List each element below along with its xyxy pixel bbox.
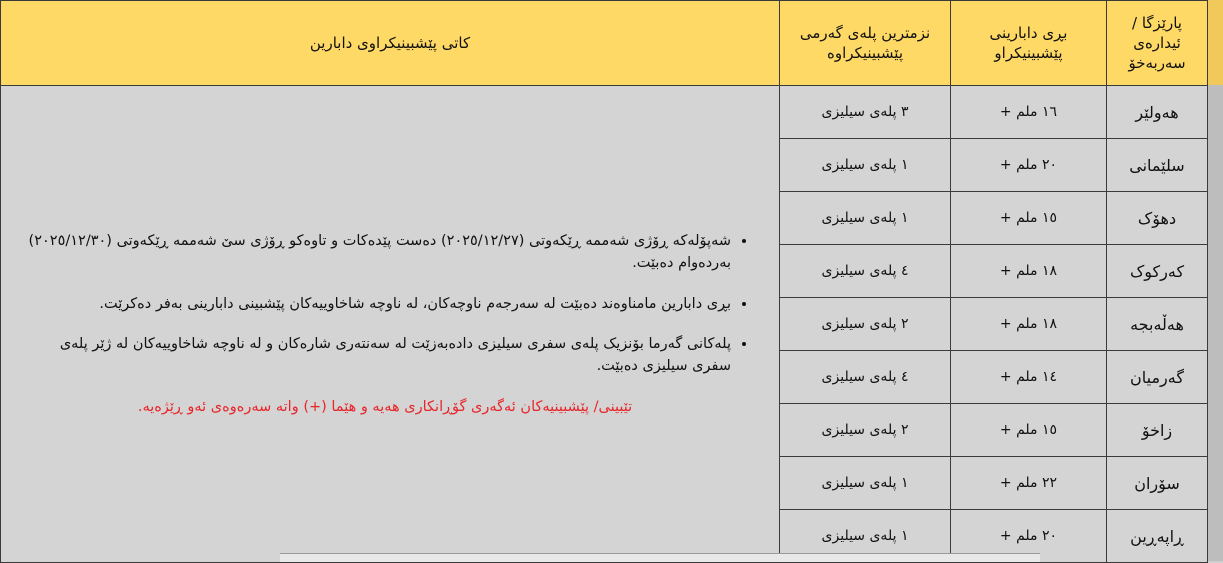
min-temp-cell: ٤ پلەی سیلیزی (780, 245, 951, 298)
min-temp-cell: ١ پلەی سیلیزی (780, 139, 951, 192)
region-cell: سۆران (1107, 457, 1208, 510)
side-strip (1208, 0, 1223, 561)
region-cell: هەڵەبجە (1107, 298, 1208, 351)
table-row (1, 86, 1208, 139)
rain-cell: ١٤ ملم + (951, 351, 1107, 404)
rain-cell: ١٨ ملم + (951, 245, 1107, 298)
min-temp-cell: ١ پلەی سیلیزی (780, 192, 951, 245)
min-temp-cell: ١ پلەی سیلیزی (780, 510, 951, 563)
header-min-temp: نزمترین پلەی گەرمی پێشبینیکراوە (780, 1, 951, 86)
min-temp-cell: ٣ پلەی سیلیزی (780, 86, 951, 139)
rain-cell: ٢٠ ملم + (951, 139, 1107, 192)
description-bullet: • شەپۆلەکە ڕۆژی شەممە ڕێکەوتی (٢٠٢٥/١٢/٢٧) دەست پێدەکات و تاوەکو ڕۆژی سێ شەممە ڕێکەوتی (٢٠٢٥/١٢/٣٠) بەردەوام دەبێت. (21, 230, 731, 275)
rain-cell: ١٦ ملم + (951, 86, 1107, 139)
region-cell: هەولێر (1107, 86, 1208, 139)
header-rain: بڕی دابارینی پێشبینیکراو (951, 1, 1107, 86)
min-temp-cell: ١ پلەی سیلیزی (780, 457, 951, 510)
rain-cell: ١٥ ملم + (951, 404, 1107, 457)
description-list (21, 230, 749, 378)
min-temp-cell: ٢ پلەی سیلیزی (780, 298, 951, 351)
note-text: تێبینی/ پێشبینیەکان ئەگەری گۆڕانکاری هەیە و هێما (+) واتە سەرەوەی ئەو ڕێژەیە. (137, 398, 633, 415)
region-cell: سلێمانی (1107, 139, 1208, 192)
header-row (1, 1, 1208, 86)
description-cell (1, 86, 780, 563)
min-temp-cell: ٤ پلەی سیلیزی (780, 351, 951, 404)
rain-cell: ١٨ ملم + (951, 298, 1107, 351)
region-cell: دهۆک (1107, 192, 1208, 245)
header-region: پارێزگا / ئیدارەی سەربەخۆ (1107, 1, 1208, 86)
rain-cell: ١٥ ملم + (951, 192, 1107, 245)
region-cell: زاخۆ (1107, 404, 1208, 457)
rain-cell: ٢٠ ملم + (951, 510, 1107, 563)
description-bullet: • بڕی دابارین مامناوەند دەبێت لە سەرجەم ناوچەکان، لە ناوچە شاخاوییەکان پێشبینی دابارینی بەفر دەکرێت. (21, 293, 731, 315)
min-temp-cell: ٢ پلەی سیلیزی (780, 404, 951, 457)
region-cell: کەرکوک (1107, 245, 1208, 298)
region-cell: ڕاپەڕین (1107, 510, 1208, 563)
rain-cell: ٢٢ ملم + (951, 457, 1107, 510)
header-description: کاتی پێشبینیکراوی دابارین (1, 1, 780, 86)
description-bullet: • پلەکانی گەرما بۆنزیک پلەی سفری سیلیزی دادەبەزێت لە سەنتەری شارەکان و لە ناوچە شاخاوییەکان لە ژێر پلەی سفری سیلیزی دەبێت. (21, 333, 731, 378)
region-cell: گەرمیان (1107, 351, 1208, 404)
